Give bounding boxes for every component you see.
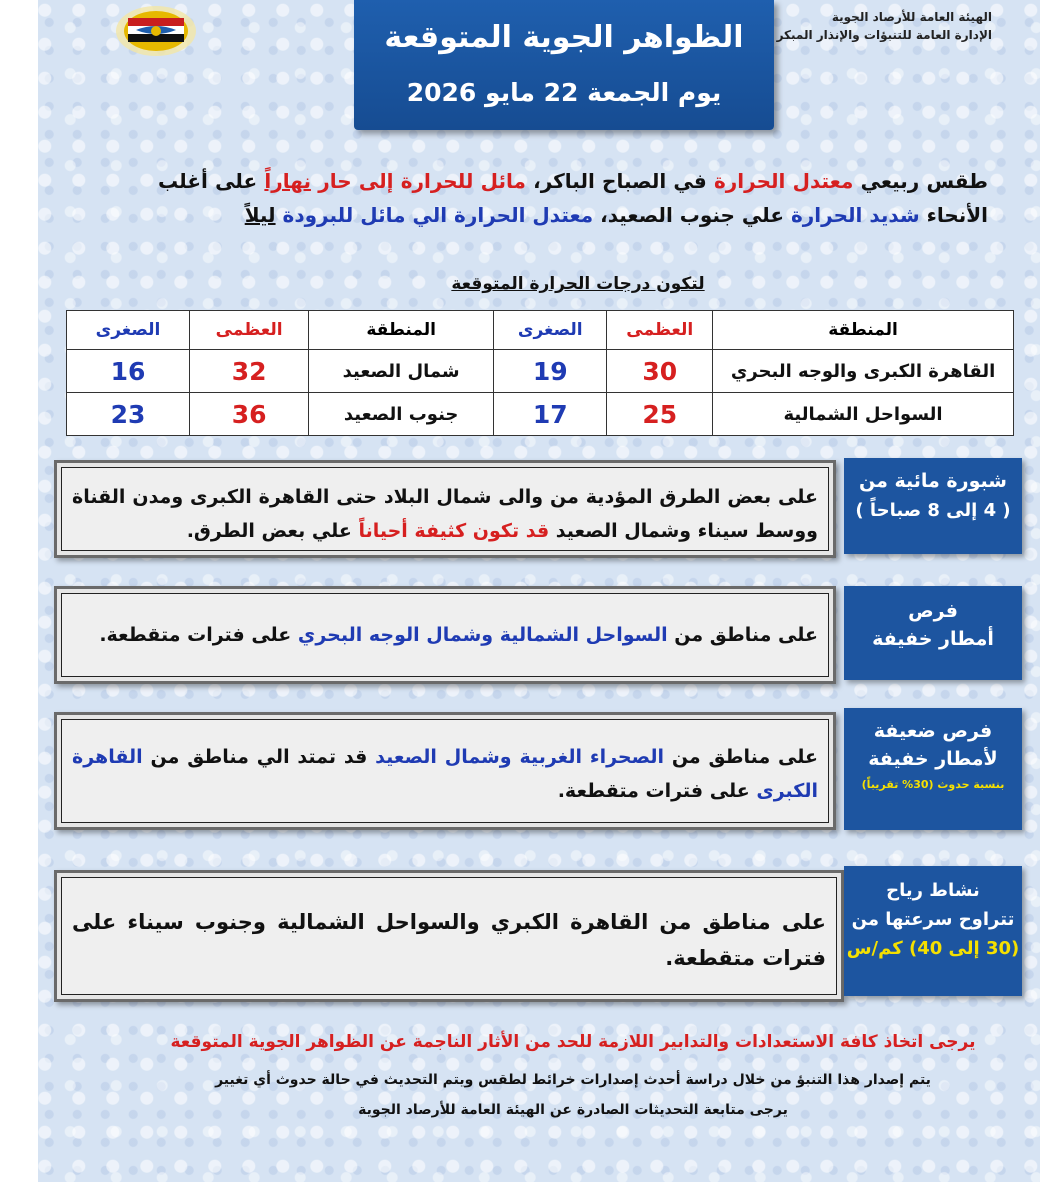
label-line: نشاط رياح [886,880,980,901]
rain-description [72,618,818,652]
intro-text: نهاراً [264,169,311,193]
temperature-table [66,310,1014,436]
intro-text: طقس ربيعي [853,169,989,193]
intro-text: ليلاً [244,203,276,227]
temps-heading: لتكون درجات الحرارة المتوقعة [451,274,705,294]
intro-text: على أغلب الأنحاء [158,169,988,227]
label-line: تتراوح سرعتها من [851,909,1015,930]
title-box [354,0,774,130]
fog-description [72,480,818,548]
wind-description-box [54,870,844,1002]
meteorological-authority-logo [114,4,198,58]
label-line: لأمطار خفيفة [868,748,998,770]
max-temp-cell: 36 [190,393,309,436]
agency-header [777,8,992,44]
table-row [67,393,1014,436]
column-header: العظمى [190,311,309,350]
bulletin-page [38,0,1040,1182]
intro-text [276,203,283,227]
phenomenon-text: القاهرة الكبرى [72,746,818,802]
label-line: (30 إلى 40) كم/س [846,938,1020,959]
region-cell: شمال الصعيد [309,350,494,393]
label-line: أمطار خفيفة [872,628,994,650]
phenomenon-text: قد تمتد الي مناطق من [142,746,376,768]
weak-rain-label [844,708,1022,830]
phenomenon-text: قد تكون كثيفة أحياناً [358,520,550,542]
preparedness-warning: يرجى اتخاذ كافة الاستعدادات والتدابير اللازمة للحد من الأثار الناجمة عن الظواهر الجوية المتوقعة [170,1032,976,1052]
department-name: الإدارة العامة للتنبؤات والإنذار المبكر [776,28,992,42]
page-title: الظواهر الجوية المتوقعة [384,20,744,55]
forecast-date: يوم الجمعة 22 مايو 2026 [406,78,722,107]
intro-text: شديد الحرارة [790,203,920,227]
intro-paragraph [158,164,988,232]
intro-text: في الصباح الباكر، [525,169,714,193]
label-line: ( 4 إلى 8 صباحاً ) [855,500,1011,521]
intro-text: مائل للحرارة إلى حار [318,169,526,193]
intro-text: معتدل الحرارة [713,169,854,193]
region-cell: السواحل الشمالية [713,393,1014,436]
column-header: العظمى [607,311,713,350]
wind-description: على مناطق من القاهرة الكبري والسواحل الشمالية وجنوب سيناء على فترات متقطعة. [72,910,826,970]
label-line: شبورة مائية من [859,470,1007,492]
updates-note: يرجى متابعة التحديثات الصادرة عن الهيئة العامة للأرصاد الجوية [358,1102,788,1118]
wind-label [844,866,1022,996]
agency-name: الهيئة العامة للأرصاد الجوية [831,10,992,24]
phenomenon-text: على مناطق من [664,746,818,768]
phenomenon-text: على فترات متقطعة. [99,624,298,646]
column-header: الصغرى [67,311,190,350]
intro-text: معتدل الحرارة الي مائل للبرودة [282,203,594,227]
weak-rain-description-box [54,712,836,830]
phenomenon-text: على فترات متقطعة. [557,780,757,802]
fog-label [844,458,1022,554]
min-temp-cell: 16 [67,350,190,393]
rain-description-box [54,586,836,684]
region-cell: القاهرة الكبرى والوجه البحري [713,350,1014,393]
label-line: فرص ضعيفة [873,720,993,742]
phenomenon-text: الصحراء الغربية وشمال الصعيد [375,746,664,768]
region-cell: جنوب الصعيد [309,393,494,436]
table-row [67,350,1014,393]
min-temp-cell: 17 [494,393,607,436]
label-line: بنسبة حدوث (30% تقريباً) [861,778,1005,791]
weak-rain-description [72,740,818,808]
min-temp-cell: 19 [494,350,607,393]
fog-description-box [54,460,836,558]
issuance-note: يتم إصدار هذا التنبؤ من خلال دراسة أحدث إصدارات خرائط لطقس ويتم التحديث في حالة حدوث أي تغيير [215,1072,931,1088]
max-temp-cell: 30 [607,350,713,393]
phenomenon-text: السواحل الشمالية وشمال الوجه البحري [297,624,668,646]
max-temp-cell: 25 [607,393,713,436]
intro-text: علي جنوب الصعيد، [593,203,791,227]
rain-label [844,586,1022,680]
phenomenon-text: على مناطق من [667,624,818,646]
label-line: فرص [908,600,958,622]
column-header: المنطقة [713,311,1014,350]
max-temp-cell: 32 [190,350,309,393]
table-header-row [67,311,1014,350]
column-header: الصغرى [494,311,607,350]
min-temp-cell: 23 [67,393,190,436]
phenomenon-text: علي بعض الطرق. [186,520,359,542]
column-header: المنطقة [309,311,494,350]
phenomenon-text: على بعض الطرق المؤدية من والى شمال البلاد حتى القاهرة الكبرى ومدن القناة ووسط سيناء وشمال الصعيد [72,486,818,542]
